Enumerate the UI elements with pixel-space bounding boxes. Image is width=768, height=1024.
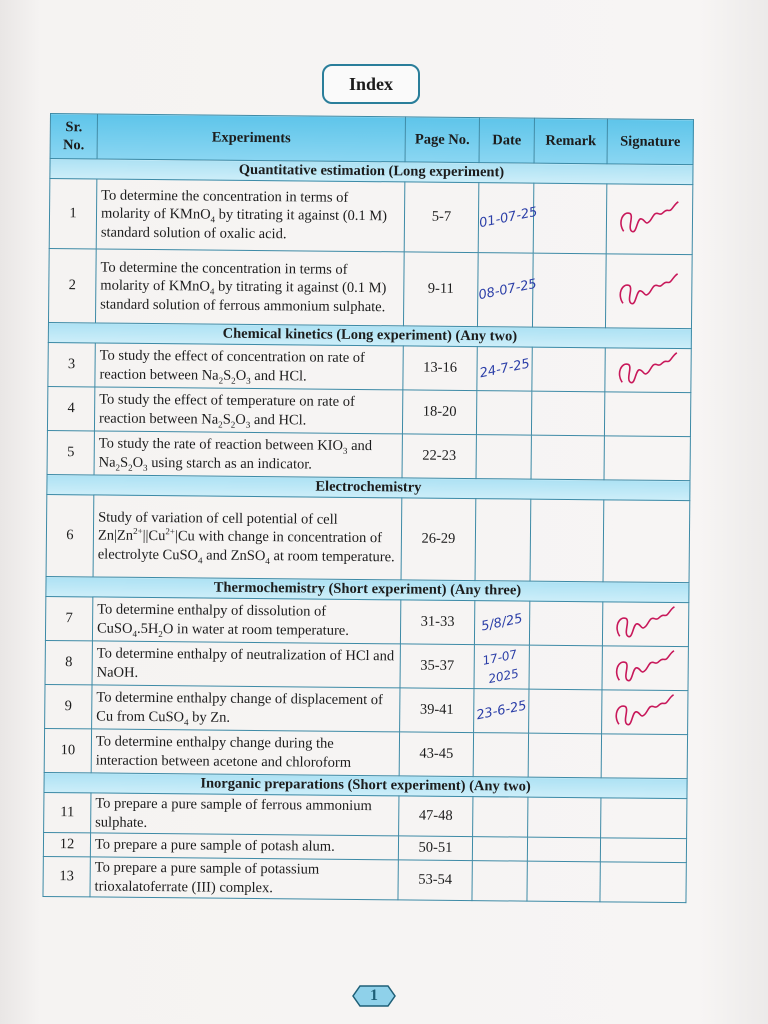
experiment-cell <box>96 179 405 252</box>
section-heading: Electrochemistry <box>47 474 690 500</box>
remark-cell <box>530 499 604 582</box>
date-cell <box>476 391 531 436</box>
page-no-cell: 13-16 <box>403 346 477 391</box>
handwritten-signature <box>607 642 683 689</box>
remark-cell <box>529 689 602 734</box>
remark-cell <box>533 183 607 254</box>
page-no-cell: 9-11 <box>403 252 478 327</box>
experiment-text: and HCl. <box>250 367 307 384</box>
experiment-text: O in water at room temperature. <box>162 620 349 639</box>
experiment-text: To determine enthalpy of dissolution of CuSO <box>96 601 327 637</box>
experiment-text: S <box>119 454 129 471</box>
formula-index: 2 <box>128 462 133 473</box>
date-cell <box>472 861 527 902</box>
signature-cell <box>605 254 692 329</box>
table-row <box>44 792 687 838</box>
date-cell <box>472 837 527 862</box>
experiment-cell <box>95 343 403 390</box>
experiment-cell <box>93 495 402 580</box>
handwritten-signature <box>608 598 684 645</box>
page-no-cell: 50-51 <box>398 836 472 861</box>
section-heading: Thermochemistry (Short experiment) (Any three) <box>46 576 689 602</box>
formula-index: 2 <box>230 419 236 430</box>
signature-cell <box>600 838 686 863</box>
sr-no-cell: 5 <box>47 430 94 474</box>
table-row <box>47 430 690 480</box>
experiment-text: by Zn. <box>188 708 231 726</box>
experiment-text: S <box>222 411 231 428</box>
formula-index: 3 <box>246 375 251 386</box>
experiment-text: S <box>223 367 232 384</box>
page-no-cell: 22-23 <box>402 434 476 479</box>
handwritten-date: 01-07-25 <box>477 204 539 231</box>
remark-cell <box>531 435 604 480</box>
experiment-text: To determine the concentration in terms of molarity of KMnO <box>100 259 348 295</box>
signature-mark <box>608 598 684 645</box>
table-row <box>45 640 688 690</box>
remark-cell <box>532 347 605 392</box>
experiment-text: and Na <box>98 437 373 471</box>
page-no-cell: 47-48 <box>399 796 473 837</box>
page-no-cell: 31-33 <box>400 600 474 645</box>
page-no-cell: 35-37 <box>400 644 474 689</box>
section-heading: Chemical kinetics (Long experiment) (Any two) <box>48 322 691 348</box>
page-number: 1 <box>370 987 378 1004</box>
table-row <box>47 386 690 436</box>
index-table <box>42 113 693 903</box>
header-remark: Remark <box>534 118 607 164</box>
experiment-text: O <box>132 454 144 471</box>
signature-cell <box>602 646 688 691</box>
header-experiments: Experiments <box>97 114 405 162</box>
signature-cell <box>603 500 690 583</box>
table-row <box>45 596 688 646</box>
sr-no-cell: 11 <box>44 792 91 832</box>
page-no-cell: 18-20 <box>402 390 476 435</box>
section-heading: Inorganic preparations (Short experiment) (Any two) <box>44 772 687 798</box>
signature-cell <box>602 602 688 647</box>
formula-index: 2 <box>218 419 223 430</box>
date-cell <box>477 347 532 392</box>
page-no-cell: 43-45 <box>399 732 473 777</box>
signature-mark <box>607 642 683 689</box>
experiment-text: O <box>235 411 246 428</box>
experiment-cell <box>95 249 404 326</box>
sr-no-cell: 3 <box>48 342 95 386</box>
formula-index: 4 <box>209 286 215 297</box>
signature-mark <box>612 193 688 240</box>
date-cell <box>474 601 529 646</box>
sr-no-cell: 1 <box>49 179 97 249</box>
formula-index: 2 <box>115 462 121 473</box>
experiment-text: O <box>235 367 247 384</box>
remark-cell <box>529 645 602 690</box>
remark-cell <box>528 733 601 778</box>
sr-no-cell: 13 <box>43 856 90 896</box>
experiment-text: and HCl. <box>250 411 307 428</box>
date-cell <box>475 499 531 582</box>
remark-cell <box>527 861 600 902</box>
remark-cell <box>527 837 600 862</box>
formula-index: 2 <box>218 375 224 386</box>
signature-cell <box>602 690 688 735</box>
experiment-text: To study the effect of concentration on rate of reaction between Na <box>99 347 366 384</box>
signature-mark <box>611 265 687 312</box>
experiment-text: To study the rate of reaction between KIO <box>98 435 344 454</box>
remark-cell <box>529 601 602 646</box>
sr-no-cell: 6 <box>46 494 94 576</box>
experiment-text: and ZnSO <box>202 547 266 564</box>
signature-cell <box>606 184 693 255</box>
formula-index: 4 <box>210 214 216 225</box>
experiment-cell <box>94 431 402 478</box>
page-no-cell: 5-7 <box>404 182 479 253</box>
formula-index: 2 <box>158 628 163 639</box>
header-signature: Signature <box>607 119 693 165</box>
signature-cell <box>600 862 686 903</box>
sr-no-cell: 10 <box>44 728 91 772</box>
header-page-no: Page No. <box>405 117 479 163</box>
remark-cell <box>532 253 606 328</box>
page-no-cell: 39-41 <box>400 688 474 733</box>
experiment-cell <box>92 685 400 732</box>
experiment-cell <box>94 387 402 434</box>
formula-index: 3 <box>143 462 148 473</box>
handwritten-signature <box>612 193 688 240</box>
date-cell <box>474 689 529 734</box>
header-sr-no-label: Sr. No. <box>62 118 85 154</box>
signature-cell <box>601 798 687 839</box>
sr-no-cell: 8 <box>45 640 92 684</box>
formula-index: 2 <box>231 375 236 386</box>
sr-no-cell: 7 <box>45 596 92 640</box>
date-cell <box>477 253 539 328</box>
index-title: Index <box>322 64 420 104</box>
experiment-text: Study of variation of cell potential of cell Zn|Zn <box>97 509 338 545</box>
table-row <box>44 728 687 778</box>
table-header-row <box>50 114 693 165</box>
experiment-text: |Cu with change in concentration of electrolyte CuSO <box>97 528 383 564</box>
page-number-badge <box>352 985 396 1007</box>
signature-cell <box>605 348 691 393</box>
sr-no-cell: 9 <box>45 684 92 728</box>
handwritten-signature <box>610 344 686 391</box>
experiment-text: .5H <box>136 620 159 637</box>
table-row <box>48 342 691 392</box>
header-date: Date <box>479 118 534 164</box>
remark-cell <box>528 797 601 838</box>
experiment-text: To study the effect of temperature on rate of reaction between Na <box>98 391 355 428</box>
table-row <box>46 494 690 582</box>
handwritten-date: 08-07-25 <box>477 276 539 303</box>
experiment-text: by titrating it against (0.1 M) standard solution of oxalic acid. <box>100 206 388 243</box>
formula-index: 3 <box>342 445 348 456</box>
date-cell <box>473 797 528 838</box>
sr-no-cell: 12 <box>43 832 90 856</box>
experiment-text: To determine the concentration in terms of molarity of KMnO <box>100 187 349 223</box>
experiment-cell: To determine enthalpy of neutralization of HCl and NaOH. <box>92 641 400 688</box>
formula-index: 4 <box>265 555 270 566</box>
formula-index: 2+ <box>165 526 176 537</box>
page-no-cell: 26-29 <box>401 498 476 581</box>
table-row <box>43 856 686 902</box>
signature-mark <box>607 686 683 733</box>
formula-index: 4 <box>183 716 189 727</box>
experiment-text: To determine enthalpy change of displacement of Cu from CuSO <box>96 689 383 725</box>
handwritten-date: 5/8/25 <box>479 611 524 635</box>
handwritten-date: 23-6-25 <box>474 698 528 724</box>
date-cell <box>473 733 528 778</box>
sr-no-cell: 4 <box>47 386 94 430</box>
formula-index: 2+ <box>133 526 143 537</box>
handwritten-signature <box>607 686 683 733</box>
header-sr-no <box>50 114 97 159</box>
date-cell <box>476 435 531 480</box>
date-cell <box>474 645 529 690</box>
experiment-cell: To determine enthalpy change during the interaction between acetone and chloroform <box>91 729 399 776</box>
signature-mark <box>610 344 686 391</box>
table-row <box>49 179 693 255</box>
experiment-text: by titrating it against (0.1 M) standard solution of ferrous ammonium sulphate. <box>100 278 387 315</box>
date-cell <box>477 183 539 254</box>
section-heading: Quantitative estimation (Long experiment) <box>50 159 693 185</box>
table-row <box>45 684 688 734</box>
handwritten-date: 17-07 2025 <box>481 647 520 686</box>
remark-cell <box>531 391 604 436</box>
experiment-cell: To prepare a pure sample of potash alum. <box>90 833 398 860</box>
experiment-cell <box>92 597 400 644</box>
handwritten-date: 24-7-25 <box>478 356 531 382</box>
formula-index: 4 <box>197 555 203 566</box>
signature-cell <box>601 734 687 779</box>
formula-index: 3 <box>245 419 251 430</box>
table-row <box>48 248 692 328</box>
experiment-text: at room temperature. <box>269 547 395 566</box>
handwritten-signature <box>611 265 687 312</box>
sr-no-cell: 2 <box>48 248 96 322</box>
experiment-cell: To prepare a pure sample of potassium trioxalatoferrate (III) complex. <box>90 857 398 900</box>
signature-cell <box>604 436 690 481</box>
signature-cell <box>604 392 690 437</box>
experiment-cell: To prepare a pure sample of ferrous ammonium sulphate. <box>91 793 399 836</box>
page-no-cell: 53-54 <box>398 860 472 901</box>
formula-index: 4 <box>132 628 138 639</box>
experiment-text: using starch as an indicator. <box>147 454 313 473</box>
experiment-text: ||Cu <box>142 528 166 545</box>
